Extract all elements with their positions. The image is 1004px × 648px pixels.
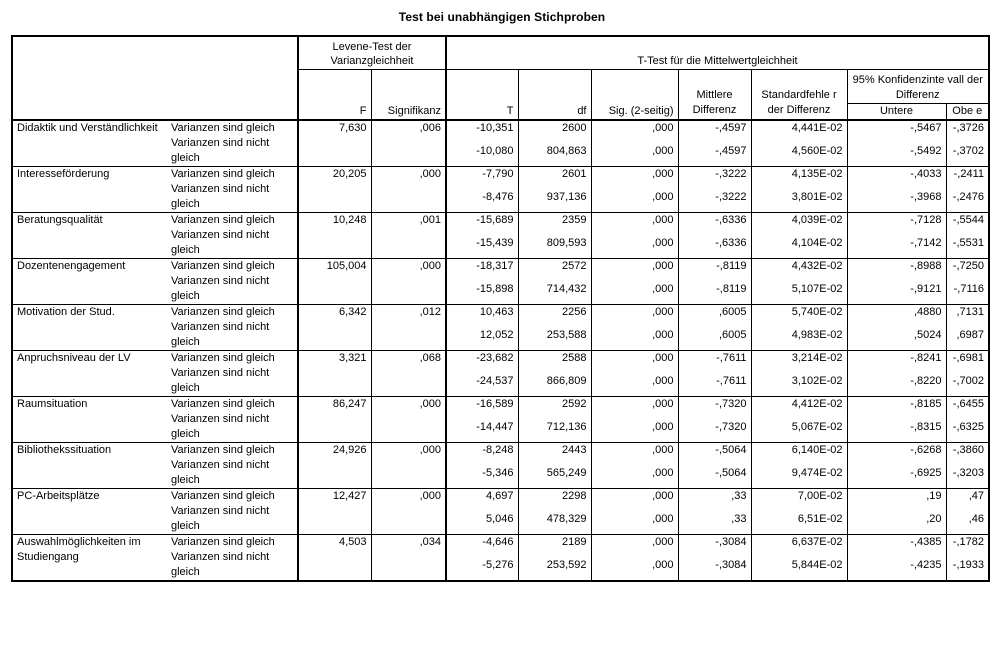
cell-std-error: 5,844E-02 [751, 550, 847, 581]
cell-std-error: 6,637E-02 [751, 535, 847, 551]
table-row [12, 443, 989, 459]
row-label-unequal: Varianzen sind nicht gleich [167, 412, 298, 443]
cell-std-error: 4,441E-02 [751, 120, 847, 136]
cell-sig: ,000 [371, 397, 446, 413]
variable-name: Didaktik und Verständlichkeit [12, 120, 167, 167]
cell-df: 478,329 [518, 504, 591, 535]
cell-lower: -,9121 [847, 274, 946, 305]
cell-upper: -,5544 [952, 214, 984, 226]
cell-std-error: 3,102E-02 [751, 366, 847, 397]
cell-f: 105,004 [298, 259, 371, 275]
cell-t: 12,052 [446, 320, 518, 351]
cell-lower: -,6268 [847, 443, 946, 459]
cell-df: 866,809 [518, 366, 591, 397]
cell-df: 565,249 [518, 458, 591, 489]
cell-sig [371, 182, 446, 213]
col-header-sig: Signifikanz [371, 69, 446, 120]
cell-upper: -,3860 [952, 444, 984, 456]
table-row [12, 167, 989, 183]
cell-t: 4,697 [446, 489, 518, 505]
cell-f [298, 274, 371, 305]
row-label-equal: Varianzen sind gleich [167, 259, 298, 275]
cell-t: -15,898 [446, 274, 518, 305]
cell-upper: -,6981 [952, 352, 984, 364]
cell-sig [371, 136, 446, 167]
cell-upper: -,5531 [946, 228, 989, 259]
cell-t: -4,646 [446, 535, 518, 551]
row-label-equal: Varianzen sind gleich [167, 167, 298, 183]
variable-name: Anpruchsniveau der LV [12, 351, 167, 397]
cell-t: -8,476 [446, 182, 518, 213]
col-header-std-error: Standardfehle r der Differenz [751, 69, 847, 120]
cell-t: -10,080 [446, 136, 518, 167]
row-label-unequal: Varianzen sind nicht gleich [167, 504, 298, 535]
cell-lower: ,4880 [847, 305, 946, 321]
cell-mean-diff: -,3084 [678, 535, 751, 551]
cell-t: 5,046 [446, 504, 518, 535]
cell-std-error: 4,104E-02 [751, 228, 847, 259]
cell-mean-diff: -,7320 [678, 397, 751, 413]
cell-sig2: ,000 [591, 182, 678, 213]
cell-std-error: 4,412E-02 [751, 397, 847, 413]
cell-lower: -,3968 [847, 182, 946, 213]
cell-sig2: ,000 [591, 397, 678, 413]
cell-t: -15,689 [446, 213, 518, 229]
cell-f: 3,321 [298, 351, 371, 367]
cell-sig: ,000 [371, 167, 446, 183]
cell-lower: -,8185 [847, 397, 946, 413]
row-label-equal: Varianzen sind gleich [167, 351, 298, 367]
cell-sig: ,006 [371, 120, 446, 136]
col-header-mean-diff: Mittlere Differenz [678, 69, 751, 120]
cell-sig [371, 366, 446, 397]
cell-df: 712,136 [518, 412, 591, 443]
cell-std-error: 4,432E-02 [751, 259, 847, 275]
variable-name: Dozentenengagement [12, 259, 167, 305]
variable-name: Beratungsqualität [12, 213, 167, 259]
cell-t: -5,276 [446, 550, 518, 581]
ttest-group-header: T-Test für die Mittelwertgleichheit [637, 54, 798, 67]
cell-mean-diff: -,8119 [678, 274, 751, 305]
cell-f [298, 412, 371, 443]
cell-std-error: 4,135E-02 [751, 167, 847, 183]
cell-lower: -,4385 [847, 535, 946, 551]
cell-lower: -,5492 [847, 136, 946, 167]
cell-upper: ,47 [968, 490, 984, 502]
cell-t: -14,447 [446, 412, 518, 443]
cell-df: 253,592 [518, 550, 591, 581]
cell-sig2: ,000 [591, 504, 678, 535]
cell-t: -15,439 [446, 228, 518, 259]
cell-sig2: ,000 [591, 320, 678, 351]
cell-lower: -,7128 [847, 213, 946, 229]
cell-std-error: 5,740E-02 [751, 305, 847, 321]
cell-t: -24,537 [446, 366, 518, 397]
cell-f: 20,205 [298, 167, 371, 183]
cell-sig2: ,000 [591, 120, 678, 136]
row-label-unequal: Varianzen sind nicht gleich [167, 458, 298, 489]
row-label-equal: Varianzen sind gleich [167, 443, 298, 459]
cell-f [298, 504, 371, 535]
cell-sig2: ,000 [591, 259, 678, 275]
variable-name: PC-Arbeitsplätze [12, 489, 167, 535]
cell-df: 2600 [518, 120, 591, 136]
cell-mean-diff: -,3222 [678, 182, 751, 213]
table-body [12, 120, 989, 581]
variable-name: Bibliothekssituation [12, 443, 167, 489]
cell-sig2: ,000 [591, 305, 678, 321]
cell-upper: -,2411 [953, 168, 984, 180]
cell-sig: ,000 [371, 443, 446, 459]
variable-name: Motivation der Stud. [12, 305, 167, 351]
cell-sig [371, 458, 446, 489]
cell-sig2: ,000 [591, 167, 678, 183]
cell-f: 7,630 [298, 120, 371, 136]
cell-std-error: 5,067E-02 [751, 412, 847, 443]
cell-f [298, 366, 371, 397]
cell-upper: -,7002 [946, 366, 989, 397]
cell-upper: -,7250 [952, 260, 984, 272]
cell-lower: -,8988 [847, 259, 946, 275]
row-label-unequal: Varianzen sind nicht gleich [167, 366, 298, 397]
col-header-upper: Obe e [946, 103, 989, 120]
cell-df: 804,863 [518, 136, 591, 167]
cell-lower: -,8315 [847, 412, 946, 443]
row-label-equal: Varianzen sind gleich [167, 535, 298, 551]
cell-upper: ,7131 [956, 306, 984, 318]
cell-lower: -,7142 [847, 228, 946, 259]
cell-sig2: ,000 [591, 366, 678, 397]
cell-sig [371, 550, 446, 581]
cell-std-error: 4,983E-02 [751, 320, 847, 351]
cell-lower: -,8241 [847, 351, 946, 367]
cell-sig [371, 228, 446, 259]
cell-df: 2588 [518, 351, 591, 367]
cell-sig [371, 412, 446, 443]
cell-mean-diff: -,4597 [678, 120, 751, 136]
cell-sig: ,068 [371, 351, 446, 367]
cell-std-error: 6,140E-02 [751, 443, 847, 459]
row-label-equal: Varianzen sind gleich [167, 397, 298, 413]
cell-f [298, 228, 371, 259]
table-row [12, 213, 989, 229]
cell-sig: ,012 [371, 305, 446, 321]
cell-f: 6,342 [298, 305, 371, 321]
row-label-equal: Varianzen sind gleich [167, 213, 298, 229]
cell-df: 2601 [518, 167, 591, 183]
row-label-unequal: Varianzen sind nicht gleich [167, 320, 298, 351]
cell-f: 12,427 [298, 489, 371, 505]
cell-lower: -,6925 [847, 458, 946, 489]
cell-sig2: ,000 [591, 228, 678, 259]
cell-sig2: ,000 [591, 489, 678, 505]
cell-mean-diff: -,6336 [678, 213, 751, 229]
row-label-unequal: Varianzen sind nicht gleich [167, 550, 298, 581]
cell-f [298, 182, 371, 213]
cell-upper: -,6325 [946, 412, 989, 443]
cell-f [298, 458, 371, 489]
cell-f: 24,926 [298, 443, 371, 459]
cell-df: 2256 [518, 305, 591, 321]
cell-df: 2572 [518, 259, 591, 275]
cell-lower: ,5024 [847, 320, 946, 351]
cell-sig: ,034 [371, 535, 446, 551]
cell-mean-diff: -,3222 [678, 167, 751, 183]
cell-mean-diff: ,33 [678, 504, 751, 535]
cell-sig: ,000 [371, 489, 446, 505]
table-row [12, 259, 989, 275]
cell-f [298, 320, 371, 351]
header-corner [12, 36, 298, 120]
row-label-unequal: Varianzen sind nicht gleich [167, 228, 298, 259]
table-row [12, 397, 989, 413]
table-row [12, 351, 989, 367]
row-label-equal: Varianzen sind gleich [167, 489, 298, 505]
cell-df: 937,136 [518, 182, 591, 213]
cell-std-error: 7,00E-02 [751, 489, 847, 505]
cell-df: 2592 [518, 397, 591, 413]
cell-upper: -,3726 [952, 122, 984, 134]
cell-lower: -,8220 [847, 366, 946, 397]
cell-sig2: ,000 [591, 274, 678, 305]
cell-upper: -,1782 [952, 536, 984, 548]
cell-sig2: ,000 [591, 412, 678, 443]
cell-sig2: ,000 [591, 213, 678, 229]
row-label-unequal: Varianzen sind nicht gleich [167, 136, 298, 167]
cell-sig2: ,000 [591, 458, 678, 489]
cell-df: 2359 [518, 213, 591, 229]
cell-sig: ,000 [371, 259, 446, 275]
col-header-lower: Untere [847, 103, 946, 120]
variable-name: Auswahlmöglichkeiten im Studiengang [17, 536, 141, 563]
cell-upper: -,3702 [946, 136, 989, 167]
cell-lower: -,4235 [847, 550, 946, 581]
cell-sig: ,001 [371, 213, 446, 229]
cell-sig2: ,000 [591, 535, 678, 551]
cell-f: 4,503 [298, 535, 371, 551]
col-header-sig2: Sig. (2-seitig) [591, 69, 678, 120]
cell-upper: -,1933 [952, 559, 984, 571]
cell-std-error: 4,560E-02 [751, 136, 847, 167]
cell-std-error: 9,474E-02 [751, 458, 847, 489]
cell-mean-diff: -,7611 [678, 351, 751, 367]
col-header-f: F [298, 69, 371, 120]
cell-df: 2189 [518, 535, 591, 551]
cell-std-error: 6,51E-02 [751, 504, 847, 535]
cell-lower: -,5467 [847, 120, 946, 136]
cell-mean-diff: -,3084 [678, 550, 751, 581]
cell-mean-diff: -,8119 [678, 259, 751, 275]
cell-df: 2298 [518, 489, 591, 505]
cell-upper: -,6455 [952, 398, 984, 410]
table-row [12, 535, 989, 551]
cell-sig [371, 504, 446, 535]
cell-mean-diff: -,5064 [678, 443, 751, 459]
table-row [12, 305, 989, 321]
cell-df: 2443 [518, 443, 591, 459]
cell-std-error: 4,039E-02 [751, 213, 847, 229]
cell-upper: -,2476 [946, 182, 989, 213]
cell-df: 714,432 [518, 274, 591, 305]
cell-t: 10,463 [446, 305, 518, 321]
variable-name: Interesseförderung [12, 167, 167, 213]
row-label-equal: Varianzen sind gleich [167, 305, 298, 321]
independent-samples-test-table [11, 35, 990, 582]
cell-sig2: ,000 [591, 136, 678, 167]
table-title: Test bei unabhängigen Stichproben [398, 10, 606, 24]
confidence-interval-header: 95% Konfidenzinte vall der Differenz [847, 69, 989, 103]
cell-lower: -,4033 [847, 167, 946, 183]
row-label-equal: Varianzen sind gleich [167, 120, 298, 136]
cell-f [298, 550, 371, 581]
table-row [12, 489, 989, 505]
col-header-t: T [446, 69, 518, 120]
cell-t: -23,682 [446, 351, 518, 367]
cell-upper: -,7116 [946, 274, 989, 305]
cell-df: 253,588 [518, 320, 591, 351]
table-row [12, 120, 989, 136]
cell-sig [371, 320, 446, 351]
cell-upper: ,46 [946, 504, 989, 535]
cell-f: 10,248 [298, 213, 371, 229]
cell-t: -16,589 [446, 397, 518, 413]
cell-mean-diff: ,33 [678, 489, 751, 505]
cell-mean-diff: -,5064 [678, 458, 751, 489]
cell-t: -7,790 [446, 167, 518, 183]
cell-mean-diff: ,6005 [678, 305, 751, 321]
cell-std-error: 3,801E-02 [751, 182, 847, 213]
levene-group-header: Levene-Test der Varianzgleichheit [298, 36, 446, 69]
cell-sig [371, 274, 446, 305]
cell-f [298, 136, 371, 167]
cell-lower: ,20 [847, 504, 946, 535]
row-label-unequal: Varianzen sind nicht gleich [167, 274, 298, 305]
cell-mean-diff: -,7611 [678, 366, 751, 397]
cell-mean-diff: -,6336 [678, 228, 751, 259]
cell-std-error: 3,214E-02 [751, 351, 847, 367]
cell-df: 809,593 [518, 228, 591, 259]
cell-sig2: ,000 [591, 443, 678, 459]
cell-t: -5,346 [446, 458, 518, 489]
cell-std-error: 5,107E-02 [751, 274, 847, 305]
cell-t: -8,248 [446, 443, 518, 459]
cell-sig2: ,000 [591, 550, 678, 581]
cell-mean-diff: ,6005 [678, 320, 751, 351]
cell-lower: ,19 [847, 489, 946, 505]
col-header-df: df [518, 69, 591, 120]
cell-sig2: ,000 [591, 351, 678, 367]
cell-t: -18,317 [446, 259, 518, 275]
cell-mean-diff: -,4597 [678, 136, 751, 167]
cell-mean-diff: -,7320 [678, 412, 751, 443]
cell-f: 86,247 [298, 397, 371, 413]
variable-name: Raumsituation [12, 397, 167, 443]
cell-t: -10,351 [446, 120, 518, 136]
row-label-unequal: Varianzen sind nicht gleich [167, 182, 298, 213]
cell-upper: -,3203 [946, 458, 989, 489]
cell-upper: ,6987 [946, 320, 989, 351]
